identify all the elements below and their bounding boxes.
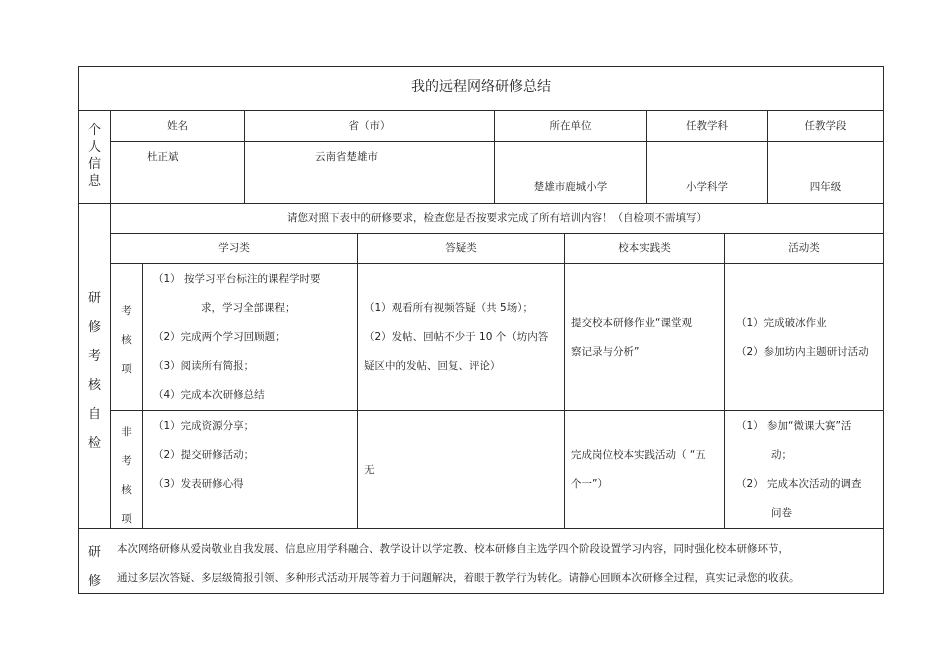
rule-below-title	[78, 110, 884, 111]
rule-col-1	[357, 233, 358, 528]
table-border-top	[78, 66, 884, 67]
page-title: 我的远程网络研修总结	[411, 79, 551, 95]
header-subject: 任教学科	[686, 120, 728, 132]
value-unit: 楚雄市鹿城小学	[533, 181, 608, 193]
header-grade: 任教学段	[804, 120, 847, 132]
section-label-check: 研 修 考 核 自 检	[87, 291, 101, 451]
category-activity: 活动类	[788, 242, 820, 254]
value-subject: 小学科学	[686, 181, 728, 193]
table-border-right	[883, 66, 884, 594]
row-label-non-assessed: 非 考 核 项	[121, 426, 132, 525]
rule-col-3	[724, 233, 725, 528]
category-learning: 学习类	[218, 242, 250, 254]
section-label-personal-info: 个 人 信 息	[87, 123, 101, 189]
header-unit: 所在单位	[549, 120, 592, 132]
value-grade: 四年级	[809, 181, 842, 193]
value-name: 杜正斌	[147, 151, 179, 163]
header-province: 省（市）	[348, 120, 391, 132]
rule-below-info	[78, 203, 884, 204]
value-province: 云南省楚雄市	[315, 151, 378, 163]
category-qa: 答疑类	[445, 242, 477, 254]
table-border-bottom	[78, 593, 884, 594]
rule-between-rows	[110, 410, 884, 411]
rule-row-label	[142, 263, 143, 528]
instruction-text: 请您对照下表中的研修要求，检查您是否按要求完成了所有培训内容！（自检项不需填写）	[287, 212, 707, 224]
header-name: 姓名	[167, 120, 188, 132]
rule-below-instruction	[110, 233, 884, 234]
rule-col-2	[564, 233, 565, 528]
row-label-assessed: 考 核 项	[121, 305, 132, 375]
rule-above-summary	[78, 528, 884, 529]
section-label-summary: 研 修	[87, 545, 101, 589]
rule-below-category-header	[110, 263, 884, 264]
category-practice: 校本实践类	[618, 242, 671, 254]
